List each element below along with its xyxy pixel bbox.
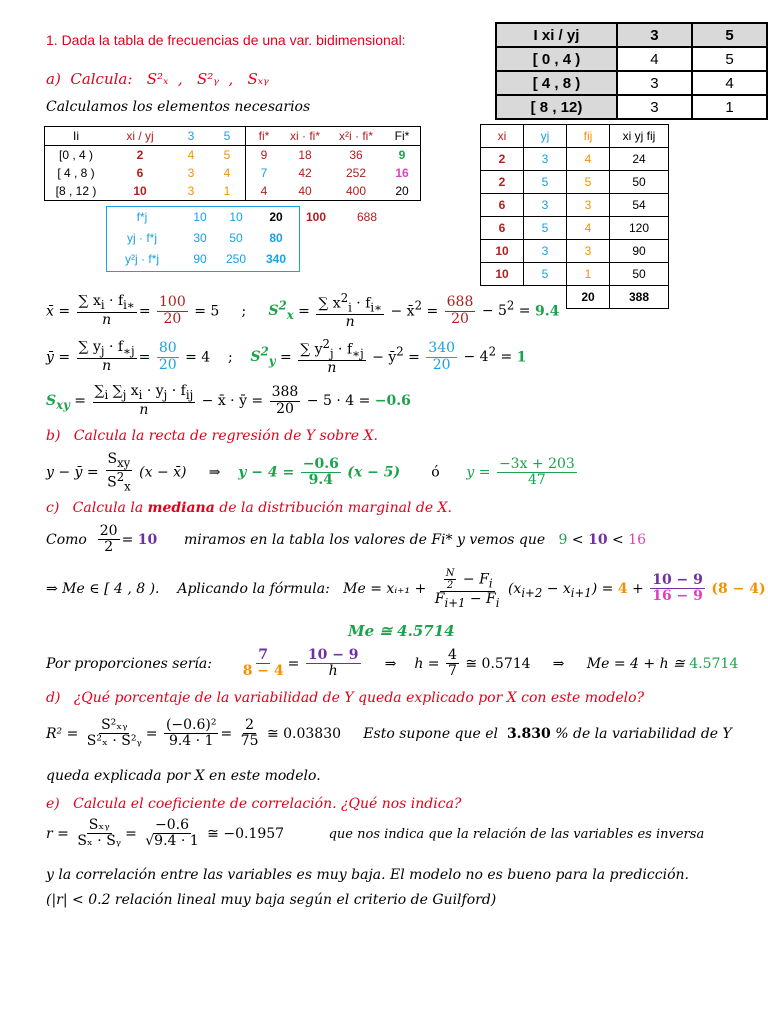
table-cell: 6: [481, 194, 524, 217]
text: h =: [414, 655, 440, 672]
value: 2: [245, 717, 255, 733]
value: 10: [137, 531, 158, 548]
table-cell: 6: [136, 166, 144, 180]
table-header-cell: xi / yj: [126, 129, 154, 143]
value: 10 − 9: [307, 647, 359, 663]
table-cell: 4: [692, 71, 767, 95]
table-cell: 4: [567, 217, 610, 240]
median-result: Me ≅ 4.5714: [348, 622, 455, 640]
value: (−0.6)²: [165, 717, 217, 733]
table-cell: 7: [260, 166, 268, 180]
table-cell: 388: [610, 286, 669, 309]
table-cell: 3: [567, 194, 610, 217]
value: Sₓᵧ: [88, 817, 110, 833]
table-cell: 18: [298, 148, 312, 162]
frequency-table: [495, 22, 768, 120]
table-cell: 1: [567, 263, 610, 286]
como-line: Como $\frac{20}{2}$ = 10 miramos en la tabla los valores de Fi* y vemos que 9 < 10 < 16: [46, 523, 647, 556]
value: 9: [558, 531, 568, 548]
text: R² =: [46, 725, 79, 742]
text: Me = 4 + h ≅: [586, 655, 685, 672]
value: y − 4 =: [238, 464, 295, 481]
median-formula-line: ⇒ Me ∈ [ 4 , 8 ). Aplicando la fórmula: Me = xᵢ₊₁ + $\frac{N}{2}$ − $F_i$ $F_{i+1} - F_i$ $(x_{i+2} - x_{i+1}) = 4$ + $\frac{10 - 9}{16 - 9}$ (8 − 4): [46, 568, 766, 610]
part-text: Calcula el coeficiente de correlación. ¿Qué nos indica?: [73, 796, 462, 812]
value: 20: [158, 356, 177, 373]
value: ó: [431, 464, 440, 481]
table-cell: 3: [524, 240, 567, 263]
table-row: [481, 171, 669, 194]
table-cell: 3: [187, 166, 195, 180]
value: 9.4: [308, 471, 333, 488]
part-a-line: a) Calcula: S²ₓ , S²ᵧ , Sₓᵧ: [46, 70, 269, 88]
value: ≅ 0.03830: [266, 725, 342, 742]
table-row: [496, 95, 767, 119]
row-label: yj · f*j: [127, 231, 157, 245]
value: 20: [163, 310, 182, 327]
table-cell: 3: [567, 240, 610, 263]
text: miramos en la tabla los valores de Fi* y vemos que: [183, 531, 546, 548]
value: 10: [588, 531, 608, 548]
proportions-line: Por proporciones sería: $\frac{7}{8 - 4}$ = $\frac{10 - 9}{h}$ ⇒ h = $\frac{4}{7}$ ≅ 0.5714 ⇒ Me = 4 + h ≅ 4.5714: [46, 647, 739, 680]
part-label: b): [46, 428, 61, 444]
value: y =: [466, 464, 491, 481]
table-header-cell: x²i · fi*: [339, 129, 373, 143]
value: 3.830: [506, 725, 551, 742]
text: Como: [46, 531, 87, 548]
value: 4: [448, 647, 457, 663]
value: 340: [428, 340, 456, 357]
value: −0.6: [374, 393, 411, 409]
part-label: d): [46, 690, 61, 706]
value: 20: [276, 400, 294, 417]
table-cell: 20: [384, 182, 421, 201]
text: Aplicando la fórmula:: [177, 580, 330, 597]
value: 688: [446, 294, 474, 311]
table-cell: 16: [384, 164, 421, 182]
marginal-block: [106, 206, 300, 272]
value: S²ₓᵧ: [101, 717, 128, 733]
value: ≅ 0.5714: [465, 655, 531, 672]
table-cell: 5: [524, 217, 567, 240]
table-header-cell: fi*: [258, 129, 270, 143]
part-d-line: [46, 690, 644, 706]
formula-ybar: ȳ = $\frac{\sum y_j \cdot f_{∗j}}{n}$ = $\frac{80}{20}$ = 4 ; $S^2_y$ = $\frac{\sum y^2_j \cdot f_{∗j}}{n}$ − $ȳ^2$ = $\frac{340}{20}$ − $4^2 = 1$: [46, 337, 527, 377]
table-cell: 36: [349, 148, 363, 162]
table-header-cell: xi yj fij: [610, 125, 669, 148]
table-cell: 3: [187, 184, 195, 198]
table-cell: 3: [617, 71, 692, 95]
table-cell: 4: [209, 164, 246, 182]
value: 20: [451, 310, 469, 327]
table-header-cell: 3: [187, 129, 195, 143]
table-cell: 50: [610, 263, 669, 286]
text: +: [632, 580, 644, 597]
item: Sₓᵧ: [247, 70, 269, 88]
table-cell: 2: [481, 148, 524, 171]
table-row: [481, 194, 669, 217]
text: % de la variabilidad de Y: [555, 725, 732, 742]
value: = 5: [194, 303, 220, 320]
row-label: f*j: [136, 210, 148, 224]
table-header-cell: 5: [209, 127, 246, 146]
part-b-line: [46, 428, 378, 444]
value: 100: [159, 294, 186, 311]
table-row: [496, 47, 767, 71]
table-cell: 4: [260, 184, 268, 198]
value: 10 − 9: [652, 571, 703, 588]
table-cell: 340: [265, 252, 287, 266]
row-label: y²j · f*j: [125, 252, 159, 266]
value: 75: [240, 733, 259, 750]
r-line: r = $\frac{\text{Sₓᵧ}}{\text{Sₓ · Sᵧ}}$ = $\frac{-0.6}{√9.4 \cdot 1}$ ≅ −0.1957 que nos indica que la relación de las variables es inversa: [46, 817, 705, 850]
table-cell: 1: [209, 182, 246, 201]
value: 388: [271, 384, 299, 401]
value: 20: [432, 356, 451, 373]
table-header-cell: I xi / yj: [496, 23, 617, 47]
value: √9.4 · 1: [145, 833, 199, 850]
part-e-line: [46, 796, 461, 812]
value: 9.4 · 1: [168, 733, 214, 750]
table-cell: 24: [610, 148, 669, 171]
table-cell: [ 0 , 4 ): [496, 47, 617, 71]
main-table: [44, 126, 421, 201]
text: que nos indica que la relación de las variables es inversa: [328, 826, 705, 842]
table-cell: 10: [229, 210, 243, 224]
value: 47: [527, 471, 546, 488]
value: 2: [104, 539, 114, 556]
value: (x − 5): [347, 464, 401, 481]
table-header-row: [496, 23, 767, 47]
table-header-cell: xi: [481, 125, 524, 148]
table-cell: 1: [692, 95, 767, 119]
part-text: Calcula la: [72, 500, 144, 516]
text: r =: [46, 825, 69, 842]
text: ⇒ Me ∈ [ 4 , 8 ).: [46, 580, 160, 597]
value: 4: [617, 580, 628, 597]
calc-intro: Calculamos los elementos necesarios: [46, 99, 311, 115]
value: −3x + 203: [498, 455, 575, 472]
table-header-cell: Ii: [45, 127, 108, 146]
table-cell: 5: [209, 146, 246, 165]
table-cell: 3: [617, 95, 692, 119]
value: h: [328, 663, 338, 680]
table-cell: 20: [567, 286, 610, 309]
table-cell: 252: [345, 166, 367, 180]
table-cell: 400: [345, 184, 367, 198]
item: S²ᵧ: [196, 70, 219, 88]
table-cell: 10: [133, 184, 147, 198]
part-label: c): [46, 500, 60, 516]
value: 1: [516, 349, 527, 366]
table-cell: 10: [481, 263, 524, 286]
table-cell: 120: [610, 217, 669, 240]
part-c-line: [46, 500, 452, 516]
r2-text: queda explicada por X en este modelo.: [46, 768, 321, 784]
text: Me = xᵢ₊₁ +: [343, 580, 427, 597]
table-cell: [0 , 4 ): [45, 146, 108, 165]
value: 4.5714: [689, 655, 739, 672]
value: 7: [258, 647, 269, 663]
table-cell: 100: [306, 210, 327, 224]
r-text-2: y la correlación entre las variables es muy baja. El modelo no es bueno para la predicción.: [46, 867, 689, 883]
table-row: [496, 71, 767, 95]
main-table-wrap: [44, 126, 421, 201]
value: S²ₓ · S²ᵧ: [86, 733, 142, 750]
part-text: Calcula la recta de regresión de Y sobre X.: [73, 428, 378, 444]
table-cell: 2: [136, 148, 144, 162]
table-cell: 3: [524, 148, 567, 171]
table-header-cell: fij: [567, 125, 610, 148]
part-label: a): [46, 70, 61, 88]
table-cell: 10: [481, 240, 524, 263]
text: Por proporciones sería:: [46, 655, 212, 672]
table-cell: 3: [524, 194, 567, 217]
table-cell: 20: [269, 210, 283, 224]
table-header-row: [481, 125, 669, 148]
table-cell: 9: [384, 146, 421, 165]
part-label: e): [46, 796, 60, 812]
table-row: [45, 182, 421, 201]
table-cell: 4: [567, 148, 610, 171]
table-cell: 4: [617, 47, 692, 71]
table-cell: 5: [524, 263, 567, 286]
table-cell: 50: [610, 171, 669, 194]
table-cell: 50: [229, 231, 243, 245]
part-text: mediana: [147, 500, 215, 516]
table-row: [481, 217, 669, 240]
table-row: [481, 148, 669, 171]
table-cell: 2: [481, 171, 524, 194]
table-header-cell: 3: [617, 23, 692, 47]
value: = 4: [185, 349, 211, 366]
value: −0.6: [302, 455, 339, 472]
problem-title: 1. Dada la tabla de frecuencias de una var. bidimensional:: [46, 32, 406, 48]
table-cell: 90: [610, 240, 669, 263]
part-text: ¿Qué porcentaje de la variabilidad de Y queda explicado por X con este modelo?: [73, 690, 645, 706]
table-cell: 80: [269, 231, 283, 245]
table-cell: 9: [260, 148, 268, 162]
table-header-cell: Fi*: [384, 127, 421, 146]
r2-line: R² = $\frac{\text{S²ₓᵧ}}{\text{S²ₓ · S²ᵧ}}$ = $\frac{\text{(−0.6)²}}{9.4 \cdot 1}$ = $\frac{2}{75}$ ≅ 0.03830 Esto supone que el 3.830 % de la variabilidad de Y: [46, 717, 732, 750]
table-cell: 4: [187, 148, 195, 162]
table-cell: [ 4 , 8 ): [496, 71, 617, 95]
part-text: Calcula:: [70, 70, 133, 88]
value: 20: [99, 523, 118, 539]
table-cell: 30: [193, 231, 207, 245]
text: Esto supone que el: [363, 725, 499, 742]
table-cell: 5: [567, 171, 610, 194]
table-cell: 42: [298, 166, 312, 180]
table-cell: 54: [610, 194, 669, 217]
xy-table: [480, 124, 669, 309]
formula-xbar: x̄ = $\frac{\sum x_i \cdot f_{i∗}}{n}$ = $\frac{100}{20}$ = 5 ; $S^2_x$ = $\frac{\sum x^2_i \cdot f_{i∗}}{n}$ − x̄$^2$ = $\frac{688}{20}$ − $5^2 = 9.4$: [46, 291, 560, 331]
item: S²ₓ: [146, 70, 169, 88]
table-cell: [ 8 , 12): [496, 95, 617, 119]
table-header-cell: xi · fi*: [290, 129, 320, 143]
formula-sxy: $S_{xy}$ = $\frac{\sum_i \sum_j x_i \cdot y_j \cdot f_{ij}}{n}$ − x̄ · ȳ = $\frac{388}{20}$ − 5 · 4 = −0.6: [46, 383, 411, 418]
table-row: [45, 164, 421, 182]
value: −0.6: [154, 817, 189, 833]
part-text: de la distribución marginal de X.: [219, 500, 452, 516]
table-row: [481, 263, 669, 286]
value: 9.4: [534, 303, 560, 320]
r-text-3: (|r| < 0.2 relación lineal muy baja según el criterio de Guilford): [46, 892, 497, 908]
value: (8 − 4): [711, 580, 766, 597]
value: 16 − 9: [652, 588, 703, 605]
table-cell: [ 4 , 8 ): [45, 164, 108, 182]
table-row: [481, 240, 669, 263]
table-cell: [8 , 12 ): [45, 182, 108, 201]
table-header-cell: 5: [692, 23, 767, 47]
value: ≅ −0.1957: [207, 825, 285, 842]
table-cell: 10: [193, 210, 207, 224]
table-cell: 5: [524, 171, 567, 194]
table-cell: 90: [193, 252, 207, 266]
table-row: [45, 146, 421, 165]
table-cell: 688: [357, 210, 378, 224]
regression-line: y − ȳ = $\frac{S_{xy}}{S^2_x}$ (x − x̄) ⇒ y − 4 = $\frac{-0.6}{9.4}$ (x − 5) ó y = $\frac{-3x + 203}{47}$: [46, 451, 575, 494]
value: 8 − 4: [242, 663, 284, 680]
value: 16: [628, 531, 647, 548]
table-cell: 6: [481, 217, 524, 240]
table-header-row: [45, 127, 421, 146]
value: Sₓ · Sᵧ: [77, 833, 122, 850]
table-cell: 5: [692, 47, 767, 71]
table-header-cell: yj: [524, 125, 567, 148]
value: 7: [448, 663, 457, 680]
table-cell: 40: [298, 184, 312, 198]
table-cell: 250: [225, 252, 247, 266]
value: 80: [158, 340, 177, 357]
